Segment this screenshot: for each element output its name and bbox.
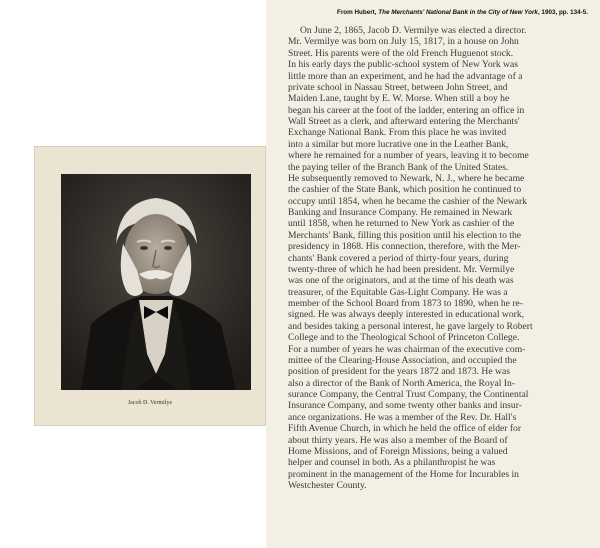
text-line: began his career at the foot of the ladder, entering an office in	[288, 104, 525, 116]
text-line: He subsequently removed to Newark, N. J., where he became	[288, 172, 525, 184]
text-line: ance organizations. He was a member of the Rev. Dr. Hall's	[288, 411, 517, 423]
text-line: Insurance Company, and some twenty other banks and insur-	[288, 400, 522, 412]
text-line: Merchants' Bank, filling this position until his election to the	[288, 229, 522, 241]
text-line: For a number of years he was chairman of the executive com-	[288, 343, 526, 355]
text-line: about thirty years. He was also a member of the Board of	[288, 434, 508, 446]
portrait-page	[34, 146, 266, 426]
text-line: occupy until 1854, when he became the cashier of the Newark	[288, 195, 527, 207]
text-line: surance Company, the Central Trust Company, the Continental	[288, 389, 529, 400]
portrait-caption: Jacob D. Vermilye	[127, 400, 173, 406]
text-line: mittee of the Clearing-House Association, and occupied the	[288, 354, 517, 366]
text-line: College and to the Theological School of Princeton College.	[288, 332, 520, 344]
text-line: Maiden Lane, taught by E. W. Morse. When still a boy he	[288, 93, 510, 105]
text-line: position of president for the years 1872 and 1873. He was	[288, 366, 510, 378]
text-line: Fifth Avenue Church, in which he held the office of elder for	[288, 423, 522, 435]
text-line: helper and counsel in both. As a philanthropist he was	[288, 457, 496, 469]
text-line: into a similar but more lucrative one in the Leather Bank,	[288, 138, 509, 150]
text-line: until 1858, when he returned to New York as cashier of the	[288, 218, 515, 230]
text-line: presidency in 1868. His connection, therefore, with the Mer-	[288, 241, 521, 253]
text-line: where he remained for a number of years, leaving it to become	[288, 150, 529, 162]
text-line: Home Missions, and of Foreign Missions, being a valued	[288, 445, 508, 457]
text-line: signed. He was always deeply interested in educational work,	[288, 309, 525, 321]
text-line: Westchester County.	[288, 480, 367, 491]
text-line: Exchange National Bank. From this place he was invited	[288, 127, 507, 139]
biography-text	[288, 25, 594, 491]
text-line: Wall Street as a clerk, and afterward entering the Merchants'	[288, 116, 520, 127]
source-citation	[268, 9, 588, 16]
source-suffix: , 1903, pp. 134-5.	[537, 9, 588, 16]
text-line: Mr. Vermilye was born on July 15, 1817, in a house on John	[288, 36, 519, 48]
source-prefix: From Hubert,	[337, 9, 379, 16]
portrait-photo	[61, 174, 251, 390]
text-line: and besides taking a personal interest, he gave largely to Robert	[288, 320, 533, 332]
text-line: Street. His parents were of the old French Huguenot stock.	[288, 47, 514, 59]
text-line: treasurer, of the Equitable Gas-Light Company. He was a	[288, 286, 508, 298]
text-line: was one of the originators, and at the time of his death was	[288, 275, 514, 287]
text-line: little more than an experiment, and he had the advantage of a	[288, 70, 523, 82]
text-line: twenty-three of which he had been president. Mr. Vermilye	[288, 263, 515, 275]
text-line: also a director of the Bank of North America, the Royal In-	[288, 377, 515, 389]
text-page	[266, 0, 600, 548]
text-line: prominent in the management of the Home for Incurables in	[288, 468, 519, 480]
source-title: The Merchants' National Bank in the City of New York	[378, 9, 538, 16]
portrait-illustration	[61, 174, 251, 390]
text-line: member of the School Board from 1873 to 1890, when he re-	[288, 298, 523, 309]
text-line: Banking and Insurance Company. He remained in Newark	[288, 207, 513, 218]
text-line: On June 2, 1865, Jacob D. Vermilye was elected a director.	[300, 25, 527, 36]
text-line: the cashier of the State Bank, which position he continued to	[288, 184, 522, 196]
text-line: chants' Bank covered a period of thirty-four years, during	[288, 252, 509, 264]
text-line: the paying teller of the Branch Bank of the United States.	[288, 161, 509, 173]
text-line: In his early days the public-school system of New York was	[288, 59, 518, 71]
text-line: private school in Nassau Street, between John Street, and	[288, 81, 508, 93]
